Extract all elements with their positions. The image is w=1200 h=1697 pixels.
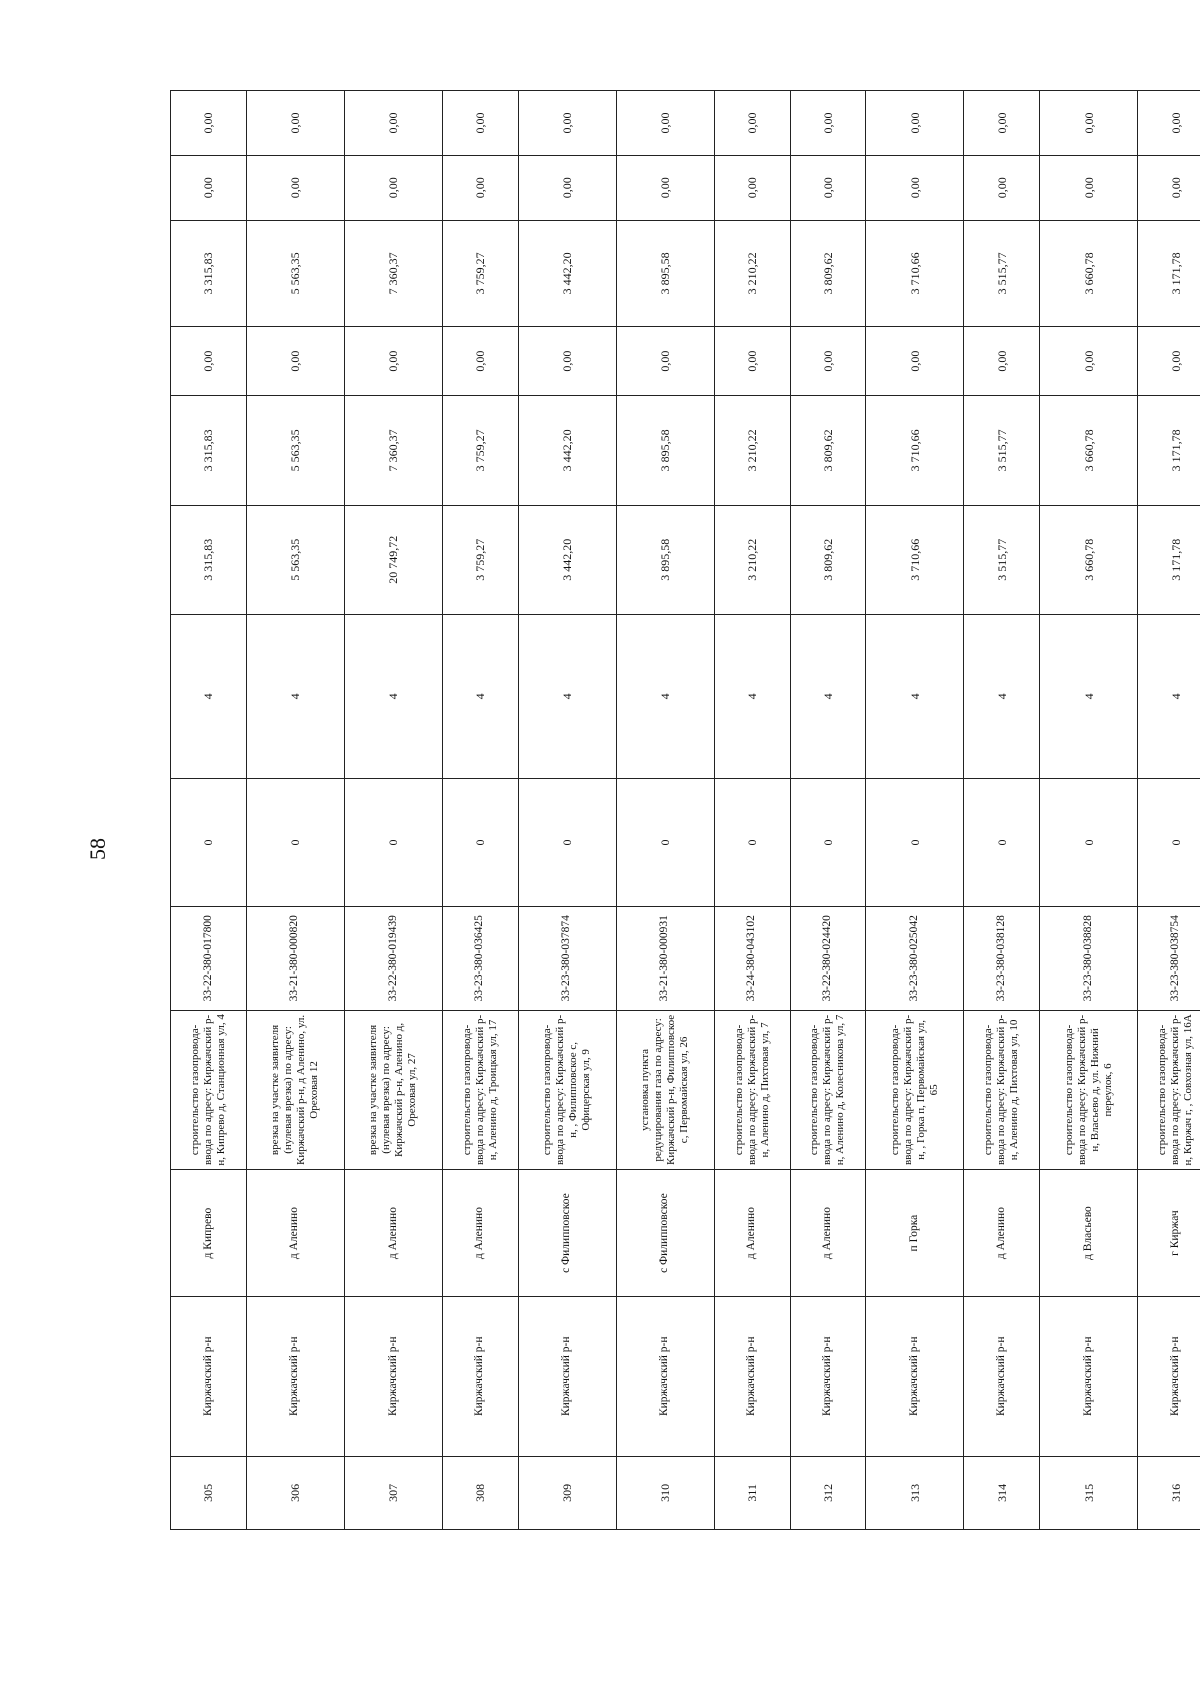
table-row: [964, 91, 1040, 1530]
cell-value-1: 0: [790, 778, 866, 906]
cell-district: Киржачский р-н: [964, 1296, 1040, 1456]
cell-value-6: 3 210,22: [714, 220, 790, 326]
cell-value-7: 0,00: [344, 155, 442, 220]
cell-settlement: д Аленино: [790, 1170, 866, 1297]
cell-value-1: 0: [344, 778, 442, 906]
cell-value-8: 0,00: [442, 91, 518, 156]
cell-application-code: 33-23-380-037874: [518, 906, 616, 1010]
cell-value-7: 0,00: [714, 155, 790, 220]
cell-value-2: 4: [616, 614, 714, 778]
cell-value-5: 0,00: [518, 327, 616, 396]
cell-district: Киржачский р-н: [344, 1296, 442, 1456]
cell-application-code: 33-24-380-043102: [714, 906, 790, 1010]
table-row: [1040, 91, 1138, 1530]
table-row: [442, 91, 518, 1530]
cell-value-7: 0,00: [246, 155, 344, 220]
cell-value-6: 3 809,62: [790, 220, 866, 326]
cell-value-4: 3 315,83: [171, 396, 247, 505]
cell-row-number: 309: [518, 1456, 616, 1529]
cell-value-5: 0,00: [246, 327, 344, 396]
cell-value-6: 3 171,78: [1138, 220, 1200, 326]
cell-value-8: 0,00: [246, 91, 344, 156]
table-row: [171, 91, 247, 1530]
cell-row-number: 305: [171, 1456, 247, 1529]
cell-value-2: 4: [1040, 614, 1138, 778]
cell-value-4: 3 759,27: [442, 396, 518, 505]
cell-row-number: 313: [866, 1456, 964, 1529]
register-table-body: [171, 91, 1200, 1530]
cell-value-4: 7 360,37: [344, 396, 442, 505]
cell-value-8: 0,00: [171, 91, 247, 156]
cell-district: Киржачский р-н: [246, 1296, 344, 1456]
cell-description: строительство газопровода-ввода по адресу: Киржачский р-н, , Горка п, Первомайская ул, 65: [866, 1010, 964, 1170]
cell-value-4: 3 809,62: [790, 396, 866, 505]
cell-application-code: 33-22-380-019439: [344, 906, 442, 1010]
cell-district: Киржачский р-н: [518, 1296, 616, 1456]
cell-row-number: 310: [616, 1456, 714, 1529]
cell-value-1: 0: [442, 778, 518, 906]
cell-row-number: 315: [1040, 1456, 1138, 1529]
cell-value-5: 0,00: [964, 327, 1040, 396]
cell-value-3: 3 442,20: [518, 505, 616, 614]
cell-settlement: с Филипповское: [616, 1170, 714, 1297]
cell-value-1: 0: [964, 778, 1040, 906]
cell-value-8: 0,00: [616, 91, 714, 156]
cell-row-number: 308: [442, 1456, 518, 1529]
cell-value-4: 3 171,78: [1138, 396, 1200, 505]
table-row: [714, 91, 790, 1530]
cell-description: строительство газопровода-ввода по адресу: Киржачский р-н, Аленино д, Пихтовая ул, 7: [714, 1010, 790, 1170]
cell-value-5: 0,00: [714, 327, 790, 396]
cell-value-4: 3 660,78: [1040, 396, 1138, 505]
cell-settlement: д Аленино: [246, 1170, 344, 1297]
cell-value-5: 0,00: [171, 327, 247, 396]
cell-value-4: 3 515,77: [964, 396, 1040, 505]
page-number: 58: [85, 838, 110, 860]
cell-value-4: 3 710,66: [866, 396, 964, 505]
cell-value-2: 4: [518, 614, 616, 778]
cell-description: строительство газопровода-ввода по адресу: Киржачский р-н, Аленино д, Пихтовая ул, 10: [964, 1010, 1040, 1170]
cell-value-2: 4: [790, 614, 866, 778]
cell-description: врезка на участке заявителя (нулевая врезка) по адресу: Киржачский р-н, Аленино д, Ореховая ул, 27: [344, 1010, 442, 1170]
cell-application-code: 33-23-380-025042: [866, 906, 964, 1010]
cell-value-2: 4: [964, 614, 1040, 778]
cell-value-6: 3 660,78: [1040, 220, 1138, 326]
cell-value-2: 4: [714, 614, 790, 778]
cell-description: строительство газопровода-ввода по адресу: Киржачский р-н, Кипрево д, Станционная ул, 4: [171, 1010, 247, 1170]
cell-value-8: 0,00: [964, 91, 1040, 156]
cell-value-3: 3 315,83: [171, 505, 247, 614]
cell-district: Киржачский р-н: [1040, 1296, 1138, 1456]
cell-value-7: 0,00: [616, 155, 714, 220]
cell-settlement: п Горка: [866, 1170, 964, 1297]
cell-district: Киржачский р-н: [866, 1296, 964, 1456]
cell-description: установка пункта редуцирования газа по адресу: Киржачский р-н, Филипповское с, Первомайская ул, 26: [616, 1010, 714, 1170]
cell-value-3: 3 710,66: [866, 505, 964, 614]
cell-value-6: 3 315,83: [171, 220, 247, 326]
cell-district: Киржачский р-н: [442, 1296, 518, 1456]
cell-value-7: 0,00: [518, 155, 616, 220]
cell-value-5: 0,00: [1040, 327, 1138, 396]
cell-value-7: 0,00: [1040, 155, 1138, 220]
cell-settlement: д Кипрево: [171, 1170, 247, 1297]
cell-value-1: 0: [1040, 778, 1138, 906]
table-row: [1138, 91, 1200, 1530]
cell-value-7: 0,00: [790, 155, 866, 220]
table-row: [866, 91, 964, 1530]
cell-settlement: д Аленино: [442, 1170, 518, 1297]
cell-description: строительство газопровода-ввода по адресу: Киржачский р-н, Аленино д, Троицкая ул, 17: [442, 1010, 518, 1170]
cell-value-4: 5 563,35: [246, 396, 344, 505]
cell-value-2: 4: [442, 614, 518, 778]
table-row: [790, 91, 866, 1530]
cell-value-4: 3 210,22: [714, 396, 790, 505]
cell-value-1: 0: [616, 778, 714, 906]
cell-value-1: 0: [518, 778, 616, 906]
cell-value-1: 0: [866, 778, 964, 906]
cell-value-2: 4: [866, 614, 964, 778]
cell-value-1: 0: [246, 778, 344, 906]
table-row: [616, 91, 714, 1530]
table-row: [344, 91, 442, 1530]
cell-value-4: 3 895,58: [616, 396, 714, 505]
cell-application-code: 33-22-380-017800: [171, 906, 247, 1010]
cell-value-7: 0,00: [866, 155, 964, 220]
cell-value-8: 0,00: [518, 91, 616, 156]
cell-value-6: 3 515,77: [964, 220, 1040, 326]
cell-application-code: 33-21-380-000931: [616, 906, 714, 1010]
cell-application-code: 33-23-380-038828: [1040, 906, 1138, 1010]
cell-value-8: 0,00: [714, 91, 790, 156]
cell-value-2: 4: [171, 614, 247, 778]
cell-description: строительство газопровода-ввода по адресу: Киржачский р-н, Власьево д, ул. Нижний переулок, 6: [1040, 1010, 1138, 1170]
cell-district: Киржачский р-н: [616, 1296, 714, 1456]
cell-value-2: 4: [246, 614, 344, 778]
cell-row-number: 312: [790, 1456, 866, 1529]
cell-value-2: 4: [344, 614, 442, 778]
cell-value-1: 0: [171, 778, 247, 906]
cell-value-7: 0,00: [964, 155, 1040, 220]
cell-value-8: 0,00: [866, 91, 964, 156]
cell-value-3: 3 895,58: [616, 505, 714, 614]
cell-value-6: 3 895,58: [616, 220, 714, 326]
cell-value-5: 0,00: [790, 327, 866, 396]
cell-value-6: 3 442,20: [518, 220, 616, 326]
cell-value-3: 3 660,78: [1040, 505, 1138, 614]
cell-value-3: 3 171,78: [1138, 505, 1200, 614]
cell-value-3: 5 563,35: [246, 505, 344, 614]
cell-value-5: 0,00: [442, 327, 518, 396]
cell-settlement: д Аленино: [964, 1170, 1040, 1297]
cell-district: Киржачский р-н: [1138, 1296, 1200, 1456]
cell-description: строительство газопровода-ввода по адресу: Киржачский р-н, , Филипповское с, Офицерская ул, 9: [518, 1010, 616, 1170]
cell-value-3: 3 515,77: [964, 505, 1040, 614]
cell-description: строительство газопровода-ввода по адресу: Киржачский р-н, Киржач г, , Совхозная ул, 16А: [1138, 1010, 1200, 1170]
cell-value-1: 0: [714, 778, 790, 906]
cell-settlement: д Власьево: [1040, 1170, 1138, 1297]
cell-value-7: 0,00: [442, 155, 518, 220]
cell-value-2: 4: [1138, 614, 1200, 778]
cell-application-code: 33-23-380-038128: [964, 906, 1040, 1010]
cell-value-6: 3 759,27: [442, 220, 518, 326]
table-row: [518, 91, 616, 1530]
cell-value-8: 0,00: [344, 91, 442, 156]
cell-value-6: 7 360,37: [344, 220, 442, 326]
cell-application-code: 33-23-380-038754: [1138, 906, 1200, 1010]
table-row: [246, 91, 344, 1530]
cell-application-code: 33-22-380-024420: [790, 906, 866, 1010]
cell-description: строительство газопровода-ввода по адресу: Киржачский р-н, Аленино д, Колесникова ул, 7: [790, 1010, 866, 1170]
cell-settlement: с Филипповское: [518, 1170, 616, 1297]
cell-row-number: 307: [344, 1456, 442, 1529]
cell-value-5: 0,00: [344, 327, 442, 396]
cell-value-8: 0,00: [790, 91, 866, 156]
cell-row-number: 316: [1138, 1456, 1200, 1529]
cell-application-code: 33-21-380-000820: [246, 906, 344, 1010]
rotated-table-container: [170, 90, 1200, 1530]
cell-district: Киржачский р-н: [790, 1296, 866, 1456]
cell-district: Киржачский р-н: [171, 1296, 247, 1456]
cell-value-3: 20 749,72: [344, 505, 442, 614]
cell-value-3: 3 759,27: [442, 505, 518, 614]
cell-settlement: д Аленино: [344, 1170, 442, 1297]
cell-value-6: 5 563,35: [246, 220, 344, 326]
cell-value-7: 0,00: [1138, 155, 1200, 220]
cell-row-number: 314: [964, 1456, 1040, 1529]
cell-row-number: 311: [714, 1456, 790, 1529]
cell-application-code: 33-23-380-036425: [442, 906, 518, 1010]
cell-value-5: 0,00: [1138, 327, 1200, 396]
cell-description: врезка на участке заявителя (нулевая врезка) по адресу: Киржачский р-н, д Аленино, ул. Ореховая 12: [246, 1010, 344, 1170]
cell-value-1: 0: [1138, 778, 1200, 906]
cell-value-4: 3 442,20: [518, 396, 616, 505]
cell-value-8: 0,00: [1040, 91, 1138, 156]
cell-value-8: 0,00: [1138, 91, 1200, 156]
cell-settlement: г Киржач: [1138, 1170, 1200, 1297]
register-table: [170, 90, 1200, 1530]
cell-settlement: д Аленино: [714, 1170, 790, 1297]
cell-value-5: 0,00: [866, 327, 964, 396]
cell-district: Киржачский р-н: [714, 1296, 790, 1456]
cell-value-3: 3 210,22: [714, 505, 790, 614]
cell-value-5: 0,00: [616, 327, 714, 396]
cell-value-6: 3 710,66: [866, 220, 964, 326]
cell-value-7: 0,00: [171, 155, 247, 220]
cell-row-number: 306: [246, 1456, 344, 1529]
cell-value-3: 3 809,62: [790, 505, 866, 614]
